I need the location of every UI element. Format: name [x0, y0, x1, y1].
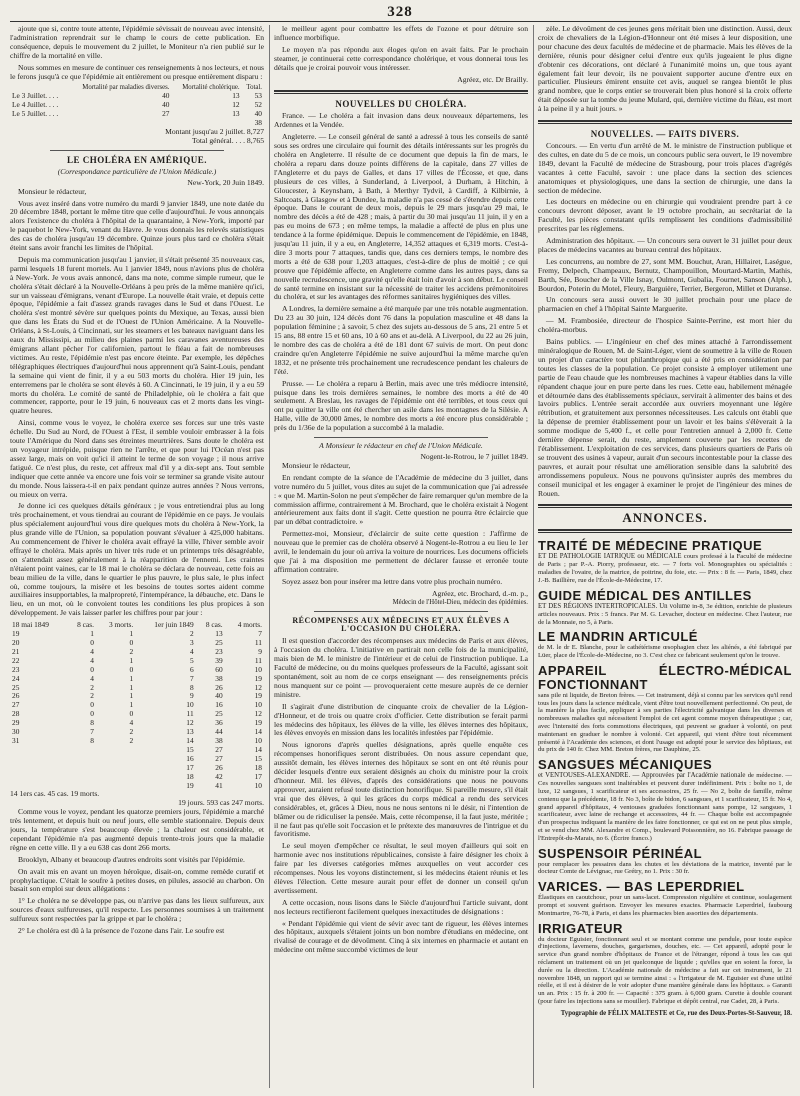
separator: [538, 120, 792, 124]
table-cell: 2: [129, 646, 134, 656]
table-header: 8 cas.: [77, 620, 94, 630]
paragraph: Depuis ma communication jusqu'au 1 janvier, il s'était présenté 35 nouveaux cas, parmi lesquels 18 furent mortels. Au 1 janvier 1849, nous n'avions plus de choléra à New-York. Je vous avais annoncé, dans ma note, comme simple rumeur, que le choléra s'était déclaré à la Nouvelle-Orléans à peu près de la même manière qu'ici, sur un vaisseau d'émigrans, venant d'Europe. La nouvelle était vraie, et depuis cette époque, l'épidémie a fait d'assez grands ravages dans le Sud et dans l'Ouest. Le choléra s'est montré sévère sur quelques points du Mexique, au Texas, aussi bien que dans les États du Sud et de l'Ouest de l'Union Américaine. A la Nouvelle-Orléans, à St-Louis, à Cincinnati, sur les steamers et les bateaux naviguant dans les eaux du Mississipi, au milieu des plaines parmi les caravanes aventureuses des émigrans allant pêcher l'or californien, partout le fléau a fait de nombreuses victimes. Au reste, l'épidémie n'est pas encore éteinte. Par exemple, les dépêches télégraphiques électriques d'aujourd'hui nous apprennent qu'à Saint-Louis, pendant la semaine qui vient de finir, il y a eu 503 morts du choléra. Hier 19 juin, les enterremens par le choléra se sont élevés à 60. A Cincinnati, le 19 juin, il y a eu 59 morts du choléra. Le comité de santé de Philadelphie, où le choléra a fait que commencer, rapporte, pour le 19 juin, 6 nouveaux cas et 2 morts dans les vingt-quatre heures.: [10, 254, 264, 416]
table-cell: 27: [215, 753, 223, 763]
table-cell: [96, 746, 135, 755]
table-cell: 1: [129, 691, 134, 701]
paragraph: Un concours sera aussi ouvert le 30 juillet prochain pour une place de pharmacien en chef à l'hôpital Sainte Marguerite.: [538, 295, 792, 314]
table-cell: 7: [189, 673, 194, 683]
table-cell: 14: [254, 744, 262, 754]
table-cell: 0: [129, 709, 134, 719]
table-cell: 0: [90, 664, 94, 674]
table-cell: 26: [215, 762, 223, 772]
paragraph: Comme vous le voyez, pendant les quatorze premiers jours, l'épidémie a marché très lentement, et depuis huit ou neuf jours, elle semble stationnaire. Depuis deux jours, la température s'est beaucoup élevée ; la chaleur est considérable, et cependant l'épidémie n'a pas augmenté depuis trente-trois jours que la maladie règne en cette ville. Il y a eu 638 cas dont 266 morts.: [10, 807, 264, 852]
table-cell: 41: [215, 780, 223, 790]
table-cell: 0: [90, 638, 94, 647]
table-row: [10, 692, 264, 701]
table-cell: 17: [186, 762, 194, 772]
table-cell: [10, 773, 67, 782]
table-cell: Le 3 Juillet. . . .: [12, 91, 59, 101]
advertisement: [538, 589, 792, 627]
table-cell: 12: [232, 100, 240, 110]
separator: [314, 437, 488, 438]
total-line: Total général. . . . 8,765: [191, 135, 264, 145]
table-cell: [67, 746, 96, 755]
table-cell: 23: [215, 646, 223, 656]
table-cell: 4: [90, 673, 94, 683]
table-cell: 11: [186, 709, 194, 719]
table-cell: [96, 764, 135, 773]
table-header: Total.: [246, 84, 262, 92]
table-cell: 12: [254, 682, 262, 692]
ad-title: SUSPENSOIR PÉRINÉAL: [538, 845, 703, 861]
table-row: [10, 648, 264, 657]
table-cell: 40: [215, 691, 223, 701]
table-cell: 10: [254, 700, 262, 710]
table-cell: 13: [186, 727, 194, 737]
paragraph: Les concurrens, au nombre de 27, sont MM. Bouchut, Aran, Hillairet, Laségue, Fremy, Delpech, Champeaux, Bernutz, Champouillon, Mourtard-Martin, Mathis, Barth, Sée, Boucher de la Ville Isnay, Oulmont, Gubalia, Fournet, Sanson (Alph.), Bourdon, Poterin du Motel, Fleury, Barguière, Terrier, Bergeron, Millet et Duranse.: [538, 256, 792, 293]
table-cell: 5: [189, 655, 194, 665]
dateline: Nogent-le-Rotrou, le 7 juillet 1849.: [420, 451, 528, 461]
table-cell: 0: [90, 700, 94, 710]
table-cell: 53: [254, 91, 262, 101]
column-1: [10, 25, 264, 1089]
table-cell: 13: [215, 629, 223, 639]
table-row: [10, 737, 264, 746]
table-cell: 10: [254, 780, 262, 790]
letter-recipient: A Monsieur le rédacteur en chef de l'Union Médicale.: [319, 441, 483, 451]
table-cell: 15: [186, 744, 194, 754]
paragraph: ajoute que si, contre toute attente, l'épidémie sévissait de nouveau avec intensité, l'administration reprendrait sur le champ le cours de cette publication. En conséquence, depuis le mouvement du 2 juillet, le Moniteur n'a rien publié sur le chiffre de la mortalité en ville.: [10, 25, 264, 60]
table-header: Mortalité cholérique.: [182, 84, 240, 92]
paragraph: 2° Le choléra est dû à la présence de l'ozone dans l'air. Le soufre est: [18, 926, 225, 936]
ad-subtitle: et VENTOUSES-ALEXANDRE. — Approuvées par l'Académie nationale: [538, 772, 746, 780]
ad-text: de M. le dr E. Blanche, pour le cathétérisme œsophagien chez les aliénés, a été fabriqué par Lüer, place de l'École-de-Médecine, no 3. C'est chez ce fabricant seulement qu'on le trouve.: [538, 644, 792, 660]
table-cell: [10, 755, 67, 764]
table-cell: 2: [129, 727, 134, 737]
table-cell: 7: [90, 727, 94, 737]
paragraph: le meilleur agent pour combattre les effets de l'ozone et pour détruire son influence morbifique.: [274, 25, 528, 42]
advertisement: [538, 880, 792, 917]
section-title: NOUVELLES DU CHOLÉRA.: [335, 99, 467, 110]
paragraph: Brooklyn, Albany et beaucoup d'autres endroits sont visités par l'épidémie.: [18, 854, 245, 864]
table-cell: 19: [12, 629, 20, 639]
table-cell: 19: [254, 691, 262, 701]
table-cell: [96, 755, 135, 764]
separator: [314, 611, 488, 612]
table-cell: 27: [215, 744, 223, 754]
table-header-row: [10, 621, 264, 630]
table-header: 8 cas.: [205, 620, 223, 630]
table-cell: [67, 773, 96, 782]
table-cell: 1: [90, 629, 94, 639]
table-cell: 30: [12, 727, 20, 737]
column-divider: [269, 25, 270, 1088]
table-cell: 27: [12, 700, 20, 710]
paragraph: Prusse. — Le choléra a reparu à Berlin, mais avec une très médiocre intensité, puisque dans les trois dernières semaines, le nombre des morts a été de 40 seulement. A Breslau, les ravages de l'épidémie ont été terribles, et tous ceux qui ont pu quitter la ville ont été chercher un asile dans les montagnes de la Silésie. A Halle, ville de 30,000 âmes, le nombre des morts a été encore plus considérable ; près du 1/36e de la population a succombé à la maladie.: [274, 378, 528, 433]
table-header: Mortalité par maladies diverses.: [82, 84, 170, 92]
table-row: [10, 684, 264, 693]
paragraph: Il est question d'accorder des récompenses aux médecins de Paris et aux élèves, à l'occasion du choléra. L'initiative en partirait non celle fois de la municipalité, mais bien de M. le ministre de l'intérieur et de celui de l'instruction publique. La Faculté de médecine, ou du moins quelques professeurs de la Faculté, agissant soit spontanément, soit au nom de ce corps enseignant — des renseignements précis nous manquent sur ce point — provoqueraient cette mesure auprès de ce dernier ministre.: [274, 636, 528, 699]
cases-table: [10, 621, 264, 790]
table-row: [10, 666, 264, 675]
table-cell: 8: [189, 682, 194, 692]
separator: [50, 150, 224, 151]
table-cell: 10: [254, 735, 262, 745]
table-cell: 14: [186, 735, 194, 745]
table-header: 1er juin 1849: [154, 620, 194, 630]
table-cell: 25: [215, 709, 223, 719]
ad-title: IRRIGATEUR: [538, 920, 623, 936]
table-cell: 22: [12, 655, 20, 665]
advertisement: [538, 758, 792, 842]
table-cell: 13: [232, 91, 240, 101]
article-title: LE CHOLÉRA EN AMÉRIQUE.: [66, 154, 208, 165]
table-cell: 1: [129, 629, 134, 639]
table-cell: 29: [12, 718, 20, 728]
table-cell: 26: [12, 691, 20, 701]
paragraph: Bains publics. — L'ingénieur en chef des mines attaché à l'arrondissement minéralogique de Rouen, M. de Saint-Léger, vient de soumettre à la ville de Rouen un projet d'un caractère tout philanthropique qui a été pris en considération par toutes les classes de la population. Ce projet consiste à employer utilement une partie de l'eau chaude que les nombreuses machines à vapeur établies dans la ville répandent chaque jour en pure perte dans les rues. Cette eau, habilement ménagée et détournée dans des établissements spéciaux, servirait à alimenter des bains et des lavoirs publics. L'entrée serait accordée aux ouvriers moyennant une légère rétribution, et gratuitement aux personnes nécessiteuses. Les calculs ont établi que la dépense de premier établissement pour un lavoir et les bains s'élèverait à la somme modique de 5,400 f., et celle pour l'entretien annuel à 2,000 fr. Cette dernière dépense serait, du reste, amplement couverte par les recettes de l'établissement. L'exploitation de ces services, dans plusieurs quartiers de Paris où se trouvent des usines à vapeur, aurait d'un secours incontestable pour la classe des pauvres, et aurait pour résultat une amélioration sensible dans la salubrité des arrondissemens populeux. Nous ne pouvons qu'insister auprès des membres du conseil municipal et les engager à examiner le projet de l'ingénieur des mines de Rouen.: [538, 337, 792, 498]
ad-title: GUIDE MÉDICAL DES ANTILLES: [538, 587, 752, 603]
ad-subtitle: ET DE PATHOLOGIE IATRIQUE ou MÉDICALE: [538, 553, 682, 561]
page-number: 328: [387, 4, 413, 20]
table-cell: 19: [254, 673, 262, 683]
signature: Agréez, etc. Dr Brailly.: [457, 74, 528, 84]
paragraph: Ainsi, comme vous le voyez, le choléra exerce ses forces sur une très vaste échelle. Du Sud au Nord, de l'Ouest à l'Est, il semble vouloir embrasser à la fois toute l'Amérique du Nord dans ses étreintes meurtrières. Sans doute le choléra est un voyageur intrépide, puisque rien ne l'arrête, et que pour lui l'Océan n'est pas assez large, mais on voit qu'ici il atteint le terme de son voyage ; il nous arrive fatigué. Ce n'est plus, du reste, cet affreux mal d'il y a dix-sept ans. Tout semble indiquer que cette année va encore une fois voir se terminer sa grande visite autour du monde. Nous laissera-t-il en paix pendant quinze autres années ? Nous verrons, ou mieux on verra.: [10, 418, 264, 499]
paragraph: 1° Le choléra ne se développe pas, ou n'arrive pas dans les lieux sulfureux, aux sources d'eaux sulfureuses, qu'il respecte. Les personnes soumises à un traitement sulfureux sont respectées par la grippe et par le choléra ;: [10, 896, 264, 924]
table-cell: 2: [90, 682, 94, 692]
table-cell: 0: [90, 709, 94, 719]
column-3: [538, 25, 792, 1089]
table-header: 18 mai 1849: [12, 620, 49, 630]
table-cell: 8: [90, 718, 94, 728]
dateline: New-York, 20 Juin 1849.: [187, 177, 264, 187]
paragraph: A Londres, la dernière semaine a été marquée par une très notable augmentation. Du 23 au 30 juin, 124 décès dont 76 dans la population masculine et 48 dans la population féminine ; à savoir, 5 chez des sujets au-dessous de 5 ans, 21 entre 5 et 15 ans, 88 entre 15 et 60 ans, 10 à 60 ans et au-delà. A Liverpool, du 22 au 26 juin, le nombre des cas de choléra a été de 181 dont 67 suivis de mort. On peut donc craindre qu'en Angleterre l'épidémie ne suive aujourd'hui la même marche qu'en 1832, et ne présente très prochainement une recrudescence pendant les chaleurs de l'été.: [274, 304, 528, 376]
paragraph: Soyez assez bon pour insérer ma lettre dans votre plus prochain numéro.: [282, 576, 503, 586]
advertisement: [538, 539, 792, 584]
salutation: Monsieur le rédacteur,: [18, 186, 87, 196]
table-cell: 44: [215, 727, 223, 737]
paragraph: A cette occasion, nous lisons dans le Siècle d'aujourd'hui l'article suivant, dont nos lecteurs rectifieront facilement quelques inexactitudes de désignations :: [274, 897, 528, 916]
table-cell: 31: [12, 735, 20, 745]
paragraph: France. — Le choléra a fait invasion dans deux nouveaux départemens, les Ardennes et la Vendée.: [274, 111, 528, 130]
table-cell: 9: [258, 646, 262, 656]
paragraph: Angleterre. — Le conseil général de santé a adressé à tous les conseils de santé sous ses ordres une circulaire qui fournit des détails intéressants sur les progrès du choléra en Angleterre. Il résulte de ce document que depuis la fin de mars, le choléra a reparu dans douze points différens de la capitale, dans 27 villes de l'Angleterre et du pays de Galles, et dans 17 villes de l'Écosse, et que, dans plusieurs de ces villes, à Sunderland, à Liverpool, à Durham, à Hitchin, à Gloucester, à Keynsham, à Bath, à Merthyr Tydvil, à Cardiff, à Kilbirnie, à Saltcoats, à Glasgow et à Dundee, la maladie n'a pas cessé de s'étendre depuis cette époque. Dans le courant de deux mois, depuis le 29 mars jusqu'au 29 mai, le nombre des décès a été de 428 ; mais, à partir du 30 mai jusqu'au 11 juin, il y en a pas eu moins de 673 ; en même temps, la maladie a affecté de plus en plus une tendance à la forme épidémique. Depuis le commencement de l'épidémie, en 1848, jusqu'au 11 juin, il y a eu, en Angleterre, 14,352 attaques et 6,319 morts. C'est-à-dire 3 morts pour 7 attaques, tandis que, dans ces derniers temps, le nombre des morts a été de 638 pour 1,203 attaques, c'est-à-dire de plus de moitié ; ce qui prouve que l'épidémie affecte, en Angleterre comme dans les autres pays, dans sa nouvelle recrudescence, une gravité qu'elle était loin d'avoir à son début. Le conseil de santé termine en insistant sur la nécessité de traiter les accidens prémonitoires du choléra, et sur les avantages des réformes sanitaires hygiéniques des villes.: [274, 132, 528, 302]
table-cell: 40: [162, 100, 170, 110]
table-cell: 4: [90, 655, 94, 665]
table-cell: 0: [129, 638, 134, 647]
table-cell: 16: [215, 700, 223, 710]
ad-title: SANGSUES MÉCANIQUES: [538, 757, 713, 773]
salutation: Monsieur le rédacteur,: [282, 460, 351, 470]
paragraph: Nous sommes en mesure de continuer ces renseignements à nos lecteurs, et nous le ferons jusqu'à ce que l'épidémie ait entièrement ou presque entièrement disparu :: [10, 62, 264, 81]
table-row: [10, 755, 264, 764]
paragraph: Administration des hôpitaux. — Un concours sera ouvert le 31 juillet pour deux places de médecins vacantes au bureau central des hôpitaux.: [538, 236, 792, 254]
table-cell: Le 5 Juillet. . . .: [12, 109, 59, 119]
ad-text: cours professé à la Faculté de médecine de Paris ; par P.-A. Piorry, professeur, etc. — 7 forts vol. Monographies ou spécialités : maladies de l'ovaire, de la matrice, de poitrine, du foie, etc. — Prix : 8 fr. — Paris, 1849, chez J.-B. Baillière, rue de l'École-de-Médecine, 17.: [538, 553, 792, 584]
table-cell: 11: [254, 638, 262, 647]
table-cell: 52: [254, 100, 262, 110]
table-cell: 0: [129, 664, 134, 674]
table-cell: 3: [189, 638, 194, 647]
ad-text: du docteur Eguisier, fonctionnant seul et se montant comme une pendule, pour toute espèce d'injections, lavemens, douches, gargarismes, douches, etc. — Cet appareil, adopté pour le service d'un grand nombre d'hôpitaux de France et de l'étranger, répond à tous les cas qui réclament un traitement où un jet quelconque de liquide ; qu'elles que en soient la force, la durée ou la direction. L'Académie nationale de médecine a fait sur cet instrument, le 21 novembre 1848, un rapport qui se termine ainsi : « l'irrigateur de M. Eguisier est d'une utilité réelle, et il est à désirer de le voir adopter d'une manière générale dans les hôpitaux. » Garanti un an. Prix : 15 fr. à 200 fr. — Capacité : 375 gram. à 6,000 gram. Curette à double courant (pour faire les injections sans se mouiller). Fabrique et dépôt central, rue Cadet, 28, à Paris.: [538, 935, 792, 1005]
table-cell: 4: [189, 646, 194, 656]
table-row: [10, 728, 264, 737]
separator: [274, 90, 528, 94]
table-cell: Le 4 Juillet. . . .: [12, 100, 59, 110]
table-row: [10, 639, 264, 648]
table-footer: 19 jours. 593 cas 247 morts.: [178, 798, 264, 808]
paragraph: Le seul moyen d'empêcher ce résultat, le seul moyen d'ailleurs qui soit en harmonie avec nos institutions républicaines, consiste à faire désigner les choix à faire par les diverses catégories mêmes auxquelles on veut accorder ces récompenses. Nous les voyons distinctement, si les médecins étaient réunis et les élèves l'élection. Cette mesure aurait pour effet de donner un conseil qu'un avertissement.: [274, 841, 528, 895]
advertisement: [538, 630, 792, 660]
article-subtitle: (Correspondance particulière de l'Union Médicale.): [57, 166, 217, 176]
ad-text: in-8, 3e édition, enrichie de plusieurs articles nouveaux. Prix : 5 francs. Par M. G. Levacher, docteur en médecine. Chez l'auteur, rue de la Monnaie, no 5, à Paris.: [538, 602, 792, 626]
table-row: [10, 630, 264, 639]
table-row: [10, 701, 264, 710]
table-cell: 38: [215, 735, 223, 745]
table-row: [10, 764, 264, 773]
table-cell: [10, 746, 67, 755]
paragraph: « Pendant l'épidémie qui vient de sévir avec tant de rigueur, les élèves internes des hôpitaux, auxquels s'étaient joints un bon nombre d'étudians en médecine, ont rivalisé de courage et de dévoûment. Cinq à six internes en pharmacie et autant en médecine ont même succombé victimes de leur: [274, 918, 528, 955]
table-cell: 10: [254, 664, 262, 674]
table-cell: 18: [186, 771, 194, 781]
table-cell: [67, 764, 96, 773]
table-cell: 4: [90, 646, 94, 656]
table-cell: 1: [129, 682, 134, 692]
cases-table-body: [10, 630, 264, 790]
table-cell: 1: [129, 655, 134, 665]
table-cell: 24: [12, 673, 20, 683]
column-2: [274, 25, 528, 1089]
signature-title: Médecin de l'Hôtel-Dieu, médecin des épidémies.: [392, 598, 528, 606]
table-cell: [10, 764, 67, 773]
table-row: [10, 719, 264, 728]
table-row: [10, 746, 264, 755]
table-cell: 20: [12, 638, 20, 647]
header-rule: [10, 21, 790, 22]
table-cell: 19: [254, 718, 262, 728]
ad-text: de médecine. — Ces nouvelles sangsues sont inaltérables et peuvent durer indéfiniment. Prix : boîte no 1, de luxe, 12 sangsues, 1 scarificateur et ses accessoires, 25 fr. — No 2, boîte de famille, même contenu que la précédente, 18 fr. No 3, boîte de bidon, 6 sangsues, et 1 scarificateur, 15 fr. No 4, grand appareil d'hôpitaux, 4 ventouses graduées fonctionnant sans pompe, 12 sangsues, 1 scarificateur, avec laine de rechange et accessoires, 44 fr. — Chaque boîte est accompagnée d'un prospectus indiquant la manière de les faire fonctionner, ce qui est on ne peut plus simple, et se vend chez MM. Alexandre et Comp., boulevard Poissonnière, no 16. Fabrique passage de l'Entrepôt-du-Marais, no 6. (Écrire franco.): [538, 772, 792, 842]
paragraph: Les docteurs en médecine ou en chirurgie qui voudraient prendre part à ce concours devront déposer, avant le 19 octobre prochain, au secrétariat de la Faculté, les pièces constatant qu'ils remplissent les conditions d'admissibilité prescrites par les règlemens.: [538, 197, 792, 234]
table-cell: 2: [189, 629, 194, 639]
table-cell: 36: [215, 718, 223, 728]
table-cell: 1: [129, 700, 134, 710]
table-row: [10, 773, 264, 782]
paragraph: Concours. — En vertu d'un arrêté de M. le ministre de l'instruction publique et des cultes, en date du 5 de ce mois, un concours public sera ouvert, le 19 novembre 1849, devant la Faculté de médecine de Strasbourg, pour trois places d'agrégés vacantes à cette Faculté, savoir : une place dans la section des sciences anatomiques et physiologiques, une dans la section de chirurgie, une dans la section de médecine.: [538, 140, 792, 195]
table-cell: 12: [254, 709, 262, 719]
table-cell: 1: [129, 673, 134, 683]
table-cell: 17: [254, 771, 262, 781]
table-cell: [96, 782, 135, 791]
table-row: [10, 710, 264, 719]
table-cell: 11: [254, 655, 262, 665]
table-cell: 28: [12, 709, 20, 719]
table-cell: 21: [12, 646, 20, 656]
table-cell: 2: [129, 735, 134, 745]
table-cell: 42: [215, 771, 223, 781]
separator: [538, 504, 792, 508]
table-cell: 39: [215, 655, 223, 665]
table-cell: 2: [90, 691, 94, 701]
signature: Agréez, etc. Brochard, d.-m. p.,: [432, 588, 528, 598]
table-cell: 14: [254, 727, 262, 737]
paragraph: Vous avez inséré dans votre numéro du mardi 9 janvier 1849, une note datée du 20 décembre 1848, portant le même titre que celle d'aujourd'hui. Je vous annonçais alors l'existence du choléra à l'hôpital de la quarantaine, à New-York, importé par le paquebot le New-York, venant du Havre. Je vous donnais les relevés statistiques des cas de choléra jusqu'au 19 décembre. Quinze jours plus tard ce choléra s'était éteint sans avoir franchi les limites de l'hôpital.: [10, 198, 264, 253]
table-header: 4 morts.: [237, 620, 262, 630]
ad-title: TRAITÉ DE MÉDECINE PRATIQUE: [538, 538, 763, 554]
paragraph: — M. Frambosiée, directeur de l'hospice Sainte-Perrine, est mort hier du choléra-morbus.: [538, 316, 792, 335]
separator: [538, 529, 792, 533]
ad-title: APPAREIL ÉLECTRO-MÉDICAL FONCTIONNANT: [538, 662, 792, 692]
ad-title: LE MANDRIN ARTICULÉ: [538, 629, 698, 645]
paragraph: Je donne ici ces quelques détails généraux ; je vous entretiendrai plus au long très prochainement, et vous tiendrai au courant de l'épidémie en ce pays. Je voulais plus spécialement aujourd'hui vous dire quelques mots du choléra à New-York, la plus grande ville de l'Union, sa population pouvant s'évaluer à 425,000 habitans. Au commencement de l'hiver le choléra avait effrayé la ville, l'hiver semble avoir effrayé le choléra. Mais après un hiver très rude et un printemps très désagréable, on s'attendait assez généralement à la réapparition de l'ennemi. Les craintes n'étaient point vaines, car le 18 mai le choléra se déclara de nouveau, cette fois au beau milieu de la ville, dans le quartier le plus pauvre, le plus sale, le plus infect où, comme toujours, la misère et les besoins de toutes sortes aident comme auxiliaires insupportables, la malpropreté, l'intempérance, la débauche, etc. Dans le lieu, en un mot, où le convoient toutes les conditions les plus propices à son développement. Je vais laisser parler les chiffres pour par jour :: [10, 501, 264, 618]
advertisement: [538, 847, 792, 877]
section-title: NOUVELLES. — FAITS DIVERS.: [590, 129, 740, 140]
montant-line: Montant jusqu'au 2 juillet. 8,727: [165, 127, 264, 137]
table-cell: 38: [215, 673, 223, 683]
table-row: [10, 657, 264, 666]
table-cell: 26: [215, 682, 223, 692]
table-cell: 7: [258, 629, 262, 639]
table-cell: 40: [254, 109, 262, 119]
advertisement: [538, 922, 792, 1006]
table-cell: 13: [232, 109, 240, 119]
table-cell: 8: [90, 735, 94, 745]
paragraph: Le moyen n'a pas répondu aux éloges qu'on en avait faits. Par le prochain steamer, je continuerai cette correspondance cholérique, et vous donnerai tous les détails que je croirai pouvoir vous intéresser.: [274, 44, 528, 72]
table-cell: 6: [189, 664, 194, 674]
table-cell: 25: [12, 682, 20, 692]
table-cell: [96, 773, 135, 782]
imprint: Typographie de FÉLIX MALTESTE et Ce, rue des Deux-Portes-St-Sauveur, 18.: [560, 1009, 792, 1017]
annonces-heading: ANNONCES.: [622, 510, 708, 526]
table-footer: 14 1ers cas. 45 cas. 19 morts.: [10, 789, 100, 799]
table-cell: 40: [162, 91, 170, 101]
table-cell: 27: [162, 109, 170, 119]
table-cell: 15: [254, 753, 262, 763]
paragraph: On avait mis en avant un moyen héroïque, disait-on, comme remède curatif et prophylactique. C'était le soufre à petites doses, en pilules, associé au charbon. On basait son emploi sur deux allégations :: [10, 866, 264, 894]
table-cell: 9: [189, 691, 194, 701]
table-cell: 19: [186, 780, 194, 790]
table-sum: 38: [254, 118, 262, 128]
paragraph: Nous ignorons d'après quelles désignations, après quelle enquête ces récompenses honorifiques seront distribuées. On nous assure cependant que, aussitôt demain, les élèves internes des hôpitaux se sont en ont été réunis pour décider lesquels d'entre eux seraient désignés au choix du ministre pour la croix d'honneur. Mil. les élèves, d'après des considérations que nous ne pouvons approuver, auraient refusé toute distinction honorifique. Si pareille mesure, s'il était vrai que des élèves, à qui les grâces du corps médical a rendu des services considérables, et, grâces à Dieu, nous ne nous sentons ni le désir, ni l'intention de blâmer ou de ridiculiser la pensée. Mais, cette récompense, il la faut juste, méritée ; il ne faut pas qu'elle soit l'occasion et le prétexte des manœuvres de l'intrigue et du favoritisme.: [274, 740, 528, 839]
table-cell: 25: [215, 638, 223, 647]
table-row: [10, 110, 264, 119]
table-cell: 18: [254, 762, 262, 772]
ad-title: VARICES. — BAS LEPERDRIEL: [538, 879, 745, 895]
ad-subtitle: ET DES RÉGIONS INTERTROPICALES. Un volume: [538, 602, 691, 610]
ad-text: sans pile ni liquide, de Breton frères. — Cet instrument, déjà si connu par les services qu'il rend tous les jours dans la science médicale, vient d'être tout nouvellement perfectionné. On peut, de la manière la plus facile, appliquer à ses parties l'électricité galvanique dans les diverses et nombreuses maladies qui nécessitent l'emploi de cet agent comme moyen thérapeutique ; car, avec l'intensité des forts commotions électriques, qui peuvent se graduer à volonté, on peut maintenant en graduer le nombre à volonté. Cet appareil, qui vient d'être tout récemment présenté à l'Académie des sciences, et dont l'usage est adopté pour le service des hôpitaux, est du prix de 140 fr. Chez MM. Breton frères, rue Dauphine, 25.: [538, 691, 792, 754]
table-cell: 4: [129, 718, 134, 728]
column-divider: [533, 25, 534, 1088]
mortality-table: [10, 84, 264, 128]
table-cell: 16: [186, 753, 194, 763]
ad-text: Élastiques en caoutchouc, pour un sans-lacet. Compression régulière et continue, soulagement prompt et souvent guérison. Envoyer les mesures exactes. Pharmacie Leperdriel, faubourg Montmartre, 76-78, à Paris, et dans les pharmacies bien assorties des départements.: [538, 894, 792, 917]
table-cell: 23: [12, 664, 20, 674]
paragraph: zèle. Le dévoûment de ces jeunes gens méritait bien une distinction. Aussi, deux croix de chevaliers de la Légion-d'Honneur ont été mises à leur disposition, une pour chacune des deux facultés de médecine et de pharmacie. Mais les élèves de la dernière, réunis pour désigner celui d'entre eux qu'ils jugeaient le plus digne d'obtenir ces décorations, ont déclaré à l'unanimité moins un, que tous ayant également fait leur devoir, ils ne pouvaient supporter aucune d'entre eux en particulier. Plusieurs émirent ensuite cet avis, auquel se rangea bientôt le plus grand nombre, que le corps entier se trouverait bien plus honoré si la croix offerte était déposée sur la tombe du jeune Mulard, qui, dernière victime du fléau, est mort à la peine il y a huit jours. »: [538, 25, 792, 114]
paragraph: En rendant compte de la séance de l'Académie de médecine du 3 juillet, dans votre numéro du 5 juillet, vous dites au sujet de la communication que j'ai adressée : « que M. Martin-Solon ne peut s'empêcher de faire remarquer qu'un membre de la commission affirme, contrairement à M. Brochard, que le choléra existait à Nogent antérieurement aux faits dont il s'agit. Cette question ne pourra être éclaircie que par un débat contradictoire. »: [274, 472, 528, 527]
table-row: [10, 675, 264, 684]
ad-text: pour remplacer les pessaires dans les chutes et les déviations de la matrice, inventé par le docteur Comte de Lévignac, rue Grétry, no 1. Prix : 30 fr.: [538, 860, 792, 876]
table-cell: 10: [186, 700, 194, 710]
table-cell: [67, 755, 96, 764]
advertisement: [538, 664, 792, 754]
table-header: 3 morts.: [109, 620, 134, 630]
table-cell: 60: [215, 664, 223, 674]
paragraph: Il s'agirait d'une distribution de cinquante croix de chevalier de la Légion-d'Honneur, et de trois ou quatre croix d'officier. Cette distribution se ferait parmi les médecins des hôpitaux, les élèves de la ville, les élèves internes des hôpitaux, les élèves envoyés en mission dans les localités infestées par l'épidémie.: [274, 701, 528, 738]
paragraph: Permettez-moi, Monsieur, d'éclaircir de suite cette question : J'affirme de nouveau que le premier cas de choléra observé à Nogent-le-Rotrou a eu lieu le 1er avril, le lendemain du jour où arriva la voiture de nourrices. Les documens officiels que j'ai à ma disposition me permettent de déclarer fausse et erronée toute affirmation contraire.: [274, 529, 528, 574]
table-cell: 12: [186, 718, 194, 728]
article-title: RÉCOMPENSES AUX MÉDECINS ET AUX ÉLÈVES A L'OCCASION DU CHOLÉRA.: [292, 615, 510, 634]
